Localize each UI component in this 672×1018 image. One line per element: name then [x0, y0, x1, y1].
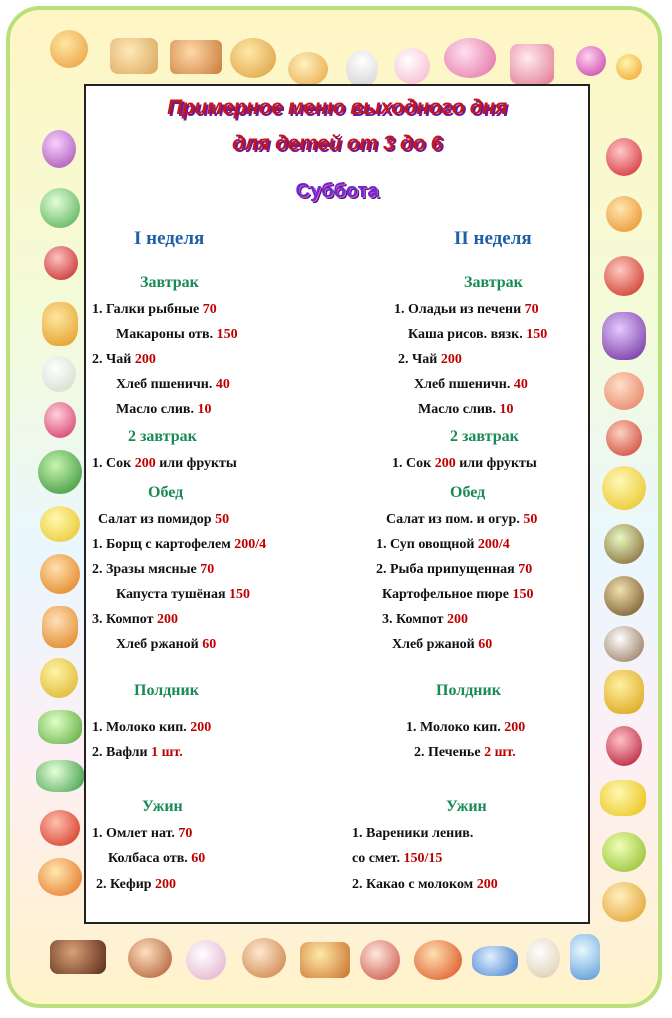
- orange-icon: [40, 554, 80, 594]
- lemon-slice-icon: [602, 466, 646, 510]
- menu-item: 1. Сок 200 или фрукты: [92, 456, 237, 471]
- menu-item: 2. Зразы мясные 70: [92, 562, 215, 577]
- menu-item: 1. Борщ с картофелем 200/4: [92, 537, 267, 552]
- coconut-icon: [604, 626, 644, 662]
- cherry-icon: [606, 726, 642, 766]
- menu-item: 2. Кефир 200: [96, 877, 177, 892]
- bread-icon: [230, 38, 276, 78]
- week-2-snack-title: Полдник: [436, 682, 501, 699]
- menu-item: 1. Сок 200 или фрукты: [392, 456, 537, 471]
- dessert-icon: [444, 38, 496, 78]
- menu-item: Картофельное пюре 150: [382, 587, 534, 602]
- apricot-icon: [606, 196, 642, 232]
- garlic-icon: [42, 356, 76, 392]
- menu-title-line-2: для детей от 3 до 6: [231, 132, 443, 155]
- birthday-cake-icon: [510, 44, 554, 84]
- egg-icon: [526, 938, 560, 978]
- melon-icon: [602, 832, 646, 872]
- chef-icon: [346, 50, 378, 88]
- broccoli-icon: [38, 450, 82, 494]
- menu-item: 1. Молоко кип. 200: [406, 720, 526, 735]
- menu-item: Салат из помидор 50: [98, 512, 230, 527]
- tomato-icon: [40, 810, 80, 846]
- menu-item: со смет. 150/15: [352, 851, 443, 866]
- muffin-icon: [128, 938, 172, 978]
- bottle-icon: [570, 934, 600, 980]
- menu-item: 3. Компот 200: [382, 612, 468, 627]
- menu-item: Хлеб ржаной 60: [116, 637, 217, 652]
- week-1-lunch-title: Обед: [148, 484, 184, 501]
- vegetable-icon: [38, 858, 82, 896]
- pastry-icon: [288, 52, 328, 86]
- menu-item: 1. Оладьи из печени 70: [394, 302, 539, 317]
- week-1-breakfast2-title: 2 завтрак: [128, 428, 197, 445]
- pie-icon: [170, 40, 222, 74]
- day-title: Суббота: [295, 180, 379, 202]
- chocolate-icon: [50, 940, 106, 974]
- onion-icon: [42, 130, 76, 168]
- week-1-breakfast-title: Завтрак: [140, 274, 199, 291]
- leek-icon: [36, 760, 84, 792]
- menu-item: Масло слив. 10: [116, 402, 212, 417]
- menu-item: 2. Чай 200: [398, 352, 462, 367]
- menu-item: Каша рисов. вязк. 150: [408, 327, 548, 342]
- week-2-heading: II неделя: [454, 228, 532, 249]
- fruit-icon: [602, 882, 646, 922]
- week-2-lunch-title: Обед: [450, 484, 486, 501]
- banana-icon: [600, 780, 646, 816]
- candy-icon: [616, 54, 642, 80]
- sundae-icon: [186, 940, 226, 980]
- week-2-dinner-title: Ужин: [446, 798, 487, 815]
- menu-title-line-1: Примерное меню выходного дня: [167, 96, 507, 119]
- menu-item: 1. Молоко кип. 200: [92, 720, 212, 735]
- sandwich-icon: [300, 942, 350, 978]
- menu-item: Капуста тушёная 150: [116, 587, 251, 602]
- menu-item: 3. Компот 200: [92, 612, 178, 627]
- strawberry-icon: [606, 138, 642, 176]
- week-1-snack-title: Полдник: [134, 682, 199, 699]
- peach-icon: [604, 372, 644, 410]
- grapes-icon: [602, 312, 646, 360]
- radish-icon: [44, 402, 76, 438]
- menu-item: Масло слив. 10: [418, 402, 514, 417]
- fish-icon: [472, 946, 518, 976]
- cupcake-icon: [242, 938, 286, 978]
- corn-icon: [40, 658, 78, 698]
- menu-item: 1. Омлет нат. 70: [92, 826, 193, 841]
- ice-cream-icon: [394, 48, 430, 84]
- pepper-icon: [42, 302, 78, 346]
- menu-item: 2. Какао с молоком 200: [352, 877, 498, 892]
- menu-item: Макароны отв. 150: [116, 327, 238, 342]
- week-1-heading: I неделя: [134, 228, 205, 249]
- lemon-icon: [40, 506, 80, 542]
- menu-item: Колбаса отв. 60: [108, 851, 206, 866]
- menu-item: 1. Галки рыбные 70: [92, 302, 217, 317]
- menu-item: Хлеб ржаной 60: [392, 637, 493, 652]
- cookie-icon: [110, 38, 158, 74]
- drink-icon: [360, 940, 400, 980]
- menu-item: 2. Вафли 1 шт.: [92, 745, 183, 760]
- cake-icon: [50, 30, 88, 68]
- carrot-icon: [42, 606, 78, 648]
- apple-slice-icon: [606, 420, 642, 456]
- pineapple-icon: [604, 670, 644, 714]
- menu-item: 2. Печенье 2 шт.: [414, 745, 516, 760]
- menu-item: 1. Вареники ленив.: [352, 826, 474, 841]
- pizza-icon: [414, 940, 462, 980]
- menu-item: 2. Чай 200: [92, 352, 156, 367]
- peas-icon: [38, 710, 82, 744]
- lollipop-icon: [576, 46, 606, 76]
- week-2-breakfast2-title: 2 завтрак: [450, 428, 519, 445]
- menu-sheet: [84, 84, 590, 924]
- week-1-dinner-title: Ужин: [142, 798, 183, 815]
- menu-item: 1. Суп овощной 200/4: [376, 537, 510, 552]
- menu-item: Хлеб пшеничн. 40: [414, 377, 528, 392]
- cabbage-icon: [40, 188, 80, 228]
- kiwi-icon: [604, 524, 644, 564]
- menu-item: Салат из пом. и огур. 50: [386, 512, 538, 527]
- avocado-icon: [604, 576, 644, 616]
- week-2-breakfast-title: Завтрак: [464, 274, 523, 291]
- berry-icon: [44, 246, 78, 280]
- apple-icon: [604, 256, 644, 296]
- menu-item: 2. Рыба припущенная 70: [376, 562, 533, 577]
- menu-item: Хлеб пшеничн. 40: [116, 377, 230, 392]
